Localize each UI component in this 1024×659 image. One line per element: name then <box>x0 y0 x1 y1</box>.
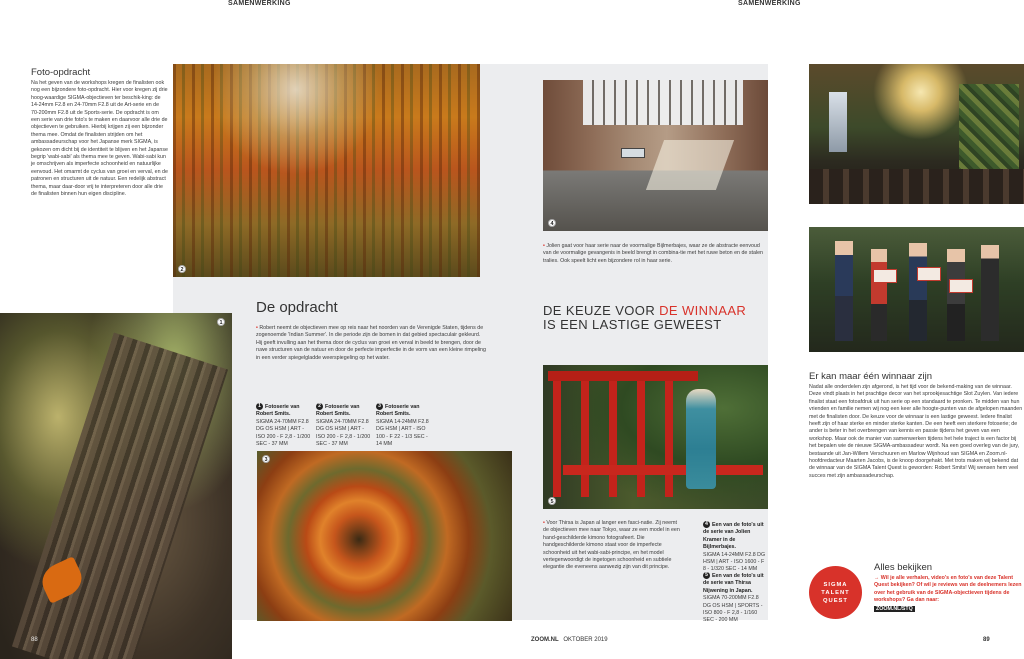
bullet-icon: • <box>256 325 258 331</box>
spec-detail: SIGMA 14-24MM F2.8 DG HSM | ART - ISO 100 - F 22 - 1/3 SEC - 14 MM <box>376 418 429 447</box>
spec-3 <box>376 403 433 448</box>
photo-number-badge: 5 <box>548 497 556 505</box>
spec-line2: Robert Smits. <box>376 411 411 418</box>
bekijken-block <box>874 562 1024 613</box>
bekijken-text-block <box>874 575 1024 605</box>
spec-number: 5 <box>703 572 710 579</box>
keuze-line2: IS EEN LASTIGE GEWEEST <box>543 317 722 332</box>
bekijken-text: Wil je alle verhalen, video's en foto's van deze Talent Quest bekijken? Of wil je reviews van de deelnemers lezen over het gebruik van de SIGMA-objectieven tijdens de workshops? Ga dan naar: <box>874 575 1022 604</box>
thirsa-caption: Voor Thirsa is Japan al langer een fasci-natie. Zij neemt de objectieven mee naar Tokyo, waar ze een model in een hand-geschilderde kimono fotografeert. Die handgeschilderde kimono staat voor de imperfecte schoonheid uit het wabi-sabi-principe, en het model vertegenwoordigt de ingetogen schoonheid en subtiele elegantie die eveneens aanwezig zijn van dit principe. <box>543 520 680 571</box>
skylight <box>583 80 743 125</box>
tapestry <box>959 84 1019 174</box>
jolien-caption-block <box>543 243 767 265</box>
arrow-right-icon: → <box>874 575 880 581</box>
photo-number-badge: 4 <box>548 219 556 227</box>
spec-detail: SIGMA 14-24MM F2.8 DG HSM | ART - ISO 1600 - F 8 - 1/320 SEC - 14 MM <box>703 551 766 573</box>
opdracht-title: De opdracht <box>256 299 338 316</box>
seal-line2: TALENT <box>821 589 850 596</box>
shrine-rail <box>563 465 763 475</box>
keuze-line1a: DE KEUZE VOOR <box>543 303 660 318</box>
photo-prison-interior <box>543 80 768 231</box>
photo-number-badge: 1 <box>217 318 225 326</box>
spec-number: 2 <box>316 403 323 410</box>
keuze-heading <box>543 304 768 332</box>
person <box>835 241 853 341</box>
certificate <box>917 267 941 281</box>
footer-issue: OKTOBER 2019 <box>563 637 608 643</box>
spec-2 <box>316 403 373 448</box>
spec-detail: SIGMA 24-70MM F2.8 DG OS HSM | ART - ISO 200 - F 2,8 - 1/200 SEC - 37 MM <box>256 418 311 447</box>
bekijken-title: Alles bekijken <box>874 562 933 573</box>
foto-opdracht-text: Na het geven van de workshops kregen de finalisten ook nog een bijzondere foto-opdracht. Hier voor kregen zij drie hoog-waardige SIGMA-objectieven ter beschik-king: de 14-24mm F2.8 en 24-70mm F2.8 uit de Art-serie en de 70-200mm F2.8 uit de Sports-serie. De opdracht is om een serie van drie foto's te maken en daarvoor alle drie de objectieven te gebruiken. Hierbij krijgen zij een bijzonder thema mee. Omdat de finalisten strijden om het ambassadeurschap voor het Japanse merk SIGMA, is gekozen om dicht bij de identiteit te blijven en het Japanse begrip 'wabi-sabi' als thema mee te geven. Wabi-sabi kun je omschrijven als imperfecte schoonheid en natuurlijke eenvoud. Het omarmt de cyclus van groei en verval, en de patronen en structuren uit de natuur. Een redelijk abstract thema, maar daar-door vrij te interpreteren door alle drie de finalisten binnen hun eigen discipline. <box>31 80 168 198</box>
spec-number: 4 <box>703 521 710 528</box>
keuze-line1b: DE WINNAAR <box>659 303 747 318</box>
certificate <box>949 279 973 293</box>
thirsa-caption-block <box>543 520 683 572</box>
bullet-icon: • <box>543 243 545 249</box>
bekijken-link-wrap <box>874 606 1024 613</box>
spec-1 <box>256 403 313 448</box>
window <box>829 92 847 152</box>
kimono-model <box>686 389 716 489</box>
spec-line1: Fotoserie van <box>385 403 420 410</box>
opdracht-text: Robert neemt de objectieven mee op reis naar het noorden van de Verenigde Staten, tijdens de zogenoemde 'Indian Summer'. In die periode zijn de bomen in dat gebied spectaculair gekleurd. Hij geeft invulling aan het thema door de cyclus van groei en verval in beeld te brengen, door de ruwe structuren van de natuur en door de perfecte imperfectie in de vorm van een kleine rimpeling in een verder spiegelgladde weerspiegeling op het water. <box>256 325 486 361</box>
photo-tree-leaf <box>0 313 232 659</box>
spec-line2: Robert Smits. <box>316 411 351 418</box>
photo-number-badge: 2 <box>178 265 186 273</box>
spec-5 <box>703 572 767 625</box>
photo-autumn-reflection <box>173 64 480 277</box>
spec-title: Een van de foto's uit de serie van Jolien Kramer in de Bijlmerbajes. <box>703 521 764 551</box>
light-patch <box>646 140 734 190</box>
seal-line1: SIGMA <box>823 581 848 588</box>
bullet-icon: • <box>543 520 545 526</box>
spec-line2: Robert Smits. <box>256 411 291 418</box>
photo-number-badge: 3 <box>262 455 270 463</box>
spec-4 <box>703 521 767 574</box>
foto-opdracht-block <box>31 67 168 199</box>
photo-winners-group <box>809 227 1024 352</box>
footer-center <box>531 637 608 643</box>
seal-line3: QUEST <box>823 597 848 604</box>
shrine-beam <box>548 371 698 381</box>
spec-title: Een van de foto's uit de serie van Thirsa Nijwening in Japan. <box>703 572 764 594</box>
winnaar-block <box>809 371 1024 480</box>
spec-number: 1 <box>256 403 263 410</box>
jolien-caption: Jolien gaat voor haar serie naar de voormalige Bijlmerbajes, waar ze de abstracte eenvoud van de voormalige gevangenis in beeld brengt in combina-tie met het ruwe beton en de stalen tralies. Ook speelt licht een bijzondere rol in haar serie. <box>543 243 763 264</box>
person <box>871 249 887 341</box>
section-header-right: SAMENWERKING <box>738 0 801 7</box>
person <box>981 245 999 341</box>
zoom-link[interactable]: ZOOM.NL/STQ <box>876 605 913 612</box>
foto-opdracht-title: Foto-opdracht <box>31 67 91 78</box>
spec-detail: SIGMA 24-70MM F2.8 DG OS HSM | ART - ISO 200 - F 2,8 - 1/200 SEC - 37 MM <box>316 418 371 447</box>
photo-castle-hall <box>809 64 1024 204</box>
shrine-pillars <box>553 373 683 497</box>
photo-spin-blur <box>257 451 512 621</box>
tree-bark <box>12 333 228 659</box>
winnaar-title: Er kan maar één winnaar zijn <box>809 371 933 382</box>
page-number-left: 88 <box>31 637 38 643</box>
certificate <box>873 269 897 283</box>
person <box>947 249 965 341</box>
audience-chairs <box>809 169 1024 204</box>
section-header-left: SAMENWERKING <box>228 0 291 7</box>
person <box>909 243 927 341</box>
photo-japan-kimono <box>543 365 768 509</box>
winnaar-text: Nadat alle onderdelen zijn afgerond, is het tijd voor de bekend-making van de winnaar. Deze vindt plaats in het prachtige decor van het sprookjesachtige Slot Zuylen. Van iedere finalist staat een fotoafdruk uit hun serie op een standaard te pronken. Te midden van hun vrienden en familie nemen wij nog een keer alle hoogte-punten van de afgelopen maanden met de finalisten door. De keuze voor de winnaar is een lastige geweest. Iedere finalist heeft zijn of haar sterke en minder sterke kanten. De een heeft een sterkere fotoserie; de ander is beter in het overbrengen van kennis en passie tijdens het geven van een workshop. Maar ook de manier van samenwerken tijdens het hele traject is een factor bij het bepalen wie de nieuwe SIGMA-ambassadeur wordt. Na een goed overleg van de jury, bestaande uit Jan-Willem Verschuuren en Marlow Wijnhoud van SIGMA en Zoom.nl-hoofdredacteur Maarten Jacobs, is de knoop doorgehakt. Met trots maken wij bekend dat de winnaar van de SIGMA Talent Quest is geworden: Robert Smits! Wij wensen hem veel succes met zijn ambassadeurschap. <box>809 384 1023 479</box>
footer-site: ZOOM.NL <box>531 637 559 643</box>
opdracht-text-block <box>256 325 486 362</box>
window <box>621 148 645 158</box>
spec-number: 3 <box>376 403 383 410</box>
page-number-right: 89 <box>983 637 990 643</box>
sigma-talent-quest-logo <box>809 566 862 619</box>
spec-line1: Fotoserie van <box>265 403 300 410</box>
spec-line1: Fotoserie van <box>325 403 360 410</box>
spec-detail: SIGMA 70-200MM F2.8 DG OS HSM | SPORTS - ISO 800 - F 2,8 - 1/160 SEC - 200 MM <box>703 595 763 624</box>
